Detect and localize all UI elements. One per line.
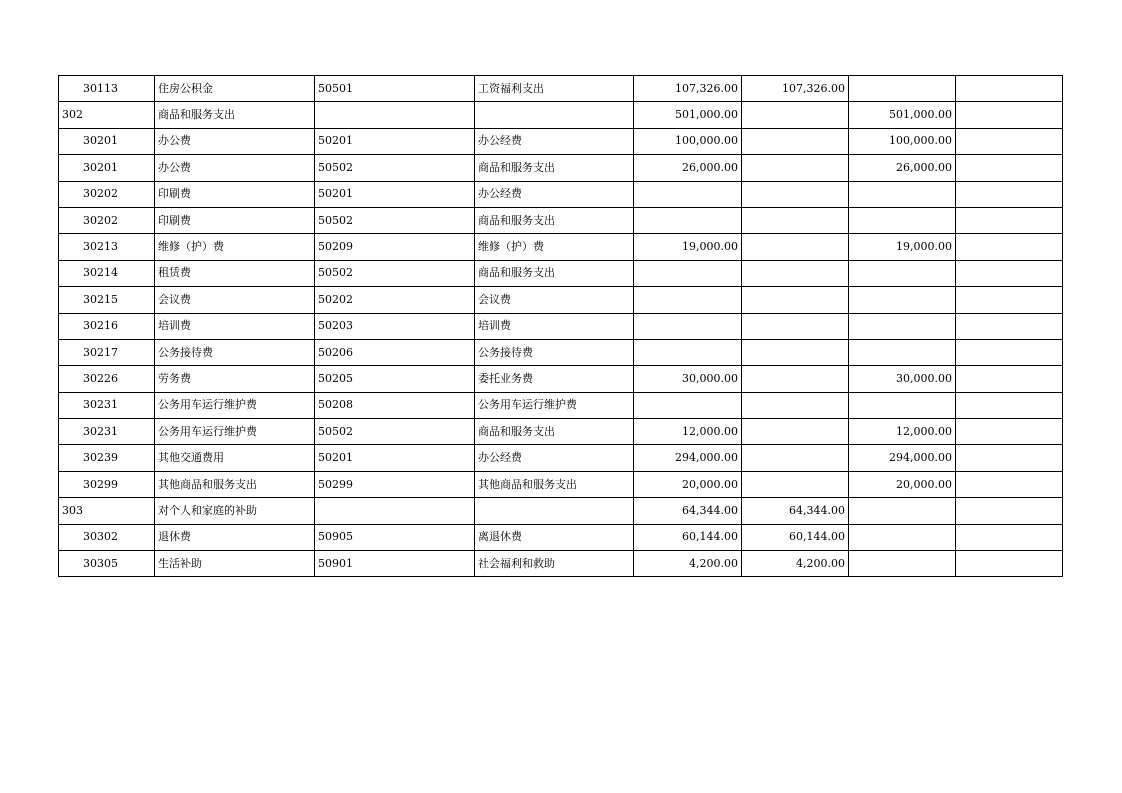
project-expenditure-cell: 12,000.00 [849,419,956,445]
total-amount-cell: 501,000.00 [634,102,742,128]
econ-class-code-cell: 30201 [59,155,155,181]
basic-expenditure-cell [742,445,849,471]
total-amount-cell: 4,200.00 [634,551,742,577]
table-row [59,128,1063,154]
econ-class-code-cell: 30302 [59,524,155,550]
remark-cell [956,76,1063,102]
project-expenditure-cell [849,498,956,524]
project-expenditure-cell: 20,000.00 [849,471,956,497]
gov-econ-code-cell: 50201 [315,128,475,154]
basic-expenditure-cell [742,260,849,286]
basic-expenditure-cell [742,392,849,418]
basic-expenditure-cell: 107,326.00 [742,76,849,102]
gov-econ-name-cell: 社会福利和救助 [475,551,634,577]
econ-class-name-cell: 退休费 [155,524,315,550]
gov-econ-code-cell: 50299 [315,471,475,497]
project-expenditure-cell [849,287,956,313]
basic-expenditure-cell [742,313,849,339]
total-amount-cell: 64,344.00 [634,498,742,524]
remark-cell [956,207,1063,233]
econ-class-code-cell: 30113 [59,76,155,102]
gov-econ-code-cell: 50502 [315,207,475,233]
total-amount-cell: 100,000.00 [634,128,742,154]
project-expenditure-cell [849,392,956,418]
total-amount-cell [634,287,742,313]
table-row [59,445,1063,471]
remark-cell [956,287,1063,313]
econ-class-name-cell: 租赁费 [155,260,315,286]
econ-class-name-cell: 印刷费 [155,207,315,233]
total-amount-cell: 294,000.00 [634,445,742,471]
basic-expenditure-cell [742,234,849,260]
gov-econ-code-cell: 50205 [315,366,475,392]
basic-expenditure-cell [742,207,849,233]
econ-class-name-cell: 对个人和家庭的补助 [155,498,315,524]
gov-econ-code-cell: 50202 [315,287,475,313]
gov-econ-code-cell: 50502 [315,260,475,286]
remark-cell [956,339,1063,365]
total-amount-cell [634,260,742,286]
basic-expenditure-cell [742,155,849,181]
table-row [59,551,1063,577]
total-amount-cell: 12,000.00 [634,419,742,445]
remark-cell [956,471,1063,497]
gov-econ-name-cell: 公务接待费 [475,339,634,365]
gov-econ-name-cell: 委托业务费 [475,366,634,392]
econ-class-code-cell: 30226 [59,366,155,392]
project-expenditure-cell: 19,000.00 [849,234,956,260]
project-expenditure-cell: 294,000.00 [849,445,956,471]
project-expenditure-cell [849,260,956,286]
table-row [59,102,1063,128]
gov-econ-name-cell: 商品和服务支出 [475,419,634,445]
table-row [59,392,1063,418]
table-row [59,498,1063,524]
gov-econ-code-cell [315,498,475,524]
table-body [59,76,1063,577]
table-row [59,524,1063,550]
remark-cell [956,313,1063,339]
project-expenditure-cell: 30,000.00 [849,366,956,392]
remark-cell [956,260,1063,286]
gov-econ-code-cell: 50502 [315,155,475,181]
gov-econ-code-cell: 50208 [315,392,475,418]
total-amount-cell: 20,000.00 [634,471,742,497]
gov-econ-name-cell: 公务用车运行维护费 [475,392,634,418]
econ-class-name-cell: 生活补助 [155,551,315,577]
gov-econ-name-cell: 培训费 [475,313,634,339]
basic-expenditure-cell [742,419,849,445]
basic-expenditure-cell: 64,344.00 [742,498,849,524]
gov-econ-name-cell: 会议费 [475,287,634,313]
project-expenditure-cell [849,207,956,233]
gov-econ-name-cell: 维修（护）费 [475,234,634,260]
table-row [59,260,1063,286]
total-amount-cell [634,339,742,365]
project-expenditure-cell [849,339,956,365]
total-amount-cell [634,313,742,339]
econ-class-code-cell: 30214 [59,260,155,286]
gov-econ-name-cell: 离退休费 [475,524,634,550]
table-row [59,155,1063,181]
basic-expenditure-cell [742,287,849,313]
remark-cell [956,128,1063,154]
project-expenditure-cell [849,181,956,207]
remark-cell [956,181,1063,207]
basic-expenditure-cell [742,471,849,497]
basic-expenditure-cell: 4,200.00 [742,551,849,577]
gov-econ-code-cell: 50201 [315,445,475,471]
budget-expenditure-table [58,75,1063,577]
total-amount-cell: 60,144.00 [634,524,742,550]
gov-econ-name-cell: 工资福利支出 [475,76,634,102]
remark-cell [956,366,1063,392]
gov-econ-name-cell: 商品和服务支出 [475,155,634,181]
gov-econ-code-cell: 50206 [315,339,475,365]
table-row [59,234,1063,260]
econ-class-code-cell: 30202 [59,207,155,233]
total-amount-cell: 107,326.00 [634,76,742,102]
table-row [59,207,1063,233]
gov-econ-code-cell: 50901 [315,551,475,577]
remark-cell [956,102,1063,128]
remark-cell [956,524,1063,550]
total-amount-cell: 26,000.00 [634,155,742,181]
remark-cell [956,392,1063,418]
econ-class-name-cell: 印刷费 [155,181,315,207]
econ-class-name-cell: 住房公积金 [155,76,315,102]
econ-class-code-cell: 30231 [59,419,155,445]
table-row [59,76,1063,102]
econ-class-name-cell: 其他交通费用 [155,445,315,471]
remark-cell [956,551,1063,577]
econ-class-name-cell: 办公费 [155,128,315,154]
remark-cell [956,445,1063,471]
total-amount-cell: 30,000.00 [634,366,742,392]
total-amount-cell: 19,000.00 [634,234,742,260]
gov-econ-code-cell: 50209 [315,234,475,260]
gov-econ-name-cell: 办公经费 [475,445,634,471]
econ-class-name-cell: 办公费 [155,155,315,181]
total-amount-cell [634,207,742,233]
gov-econ-name-cell: 办公经费 [475,181,634,207]
econ-class-name-cell: 公务接待费 [155,339,315,365]
remark-cell [956,155,1063,181]
project-expenditure-cell: 100,000.00 [849,128,956,154]
gov-econ-code-cell: 50201 [315,181,475,207]
econ-class-code-cell: 302 [59,102,155,128]
gov-econ-code-cell: 50203 [315,313,475,339]
basic-expenditure-cell [742,339,849,365]
econ-class-name-cell: 维修（护）费 [155,234,315,260]
econ-class-code-cell: 30305 [59,551,155,577]
econ-class-name-cell: 其他商品和服务支出 [155,471,315,497]
table-row [59,339,1063,365]
gov-econ-name-cell: 商品和服务支出 [475,260,634,286]
project-expenditure-cell [849,313,956,339]
econ-class-code-cell: 30215 [59,287,155,313]
table-row [59,181,1063,207]
econ-class-code-cell: 30231 [59,392,155,418]
remark-cell [956,234,1063,260]
econ-class-name-cell: 培训费 [155,313,315,339]
project-expenditure-cell [849,551,956,577]
project-expenditure-cell: 501,000.00 [849,102,956,128]
econ-class-code-cell: 30202 [59,181,155,207]
total-amount-cell [634,181,742,207]
gov-econ-name-cell: 其他商品和服务支出 [475,471,634,497]
econ-class-name-cell: 公务用车运行维护费 [155,392,315,418]
gov-econ-name-cell [475,498,634,524]
gov-econ-name-cell [475,102,634,128]
basic-expenditure-cell [742,128,849,154]
gov-econ-name-cell: 商品和服务支出 [475,207,634,233]
basic-expenditure-cell: 60,144.00 [742,524,849,550]
econ-class-code-cell: 30299 [59,471,155,497]
table-row [59,313,1063,339]
gov-econ-code-cell [315,102,475,128]
basic-expenditure-cell [742,366,849,392]
total-amount-cell [634,392,742,418]
econ-class-code-cell: 30213 [59,234,155,260]
econ-class-name-cell: 公务用车运行维护费 [155,419,315,445]
table-row [59,287,1063,313]
econ-class-name-cell: 商品和服务支出 [155,102,315,128]
project-expenditure-cell [849,76,956,102]
remark-cell [956,498,1063,524]
econ-class-name-cell: 会议费 [155,287,315,313]
econ-class-code-cell: 30217 [59,339,155,365]
table-row [59,419,1063,445]
econ-class-name-cell: 劳务费 [155,366,315,392]
econ-class-code-cell: 30216 [59,313,155,339]
gov-econ-code-cell: 50502 [315,419,475,445]
econ-class-code-cell: 30239 [59,445,155,471]
basic-expenditure-cell [742,181,849,207]
project-expenditure-cell [849,524,956,550]
gov-econ-code-cell: 50501 [315,76,475,102]
basic-expenditure-cell [742,102,849,128]
econ-class-code-cell: 303 [59,498,155,524]
table-row [59,471,1063,497]
remark-cell [956,419,1063,445]
gov-econ-code-cell: 50905 [315,524,475,550]
project-expenditure-cell: 26,000.00 [849,155,956,181]
econ-class-code-cell: 30201 [59,128,155,154]
table-row [59,366,1063,392]
gov-econ-name-cell: 办公经费 [475,128,634,154]
